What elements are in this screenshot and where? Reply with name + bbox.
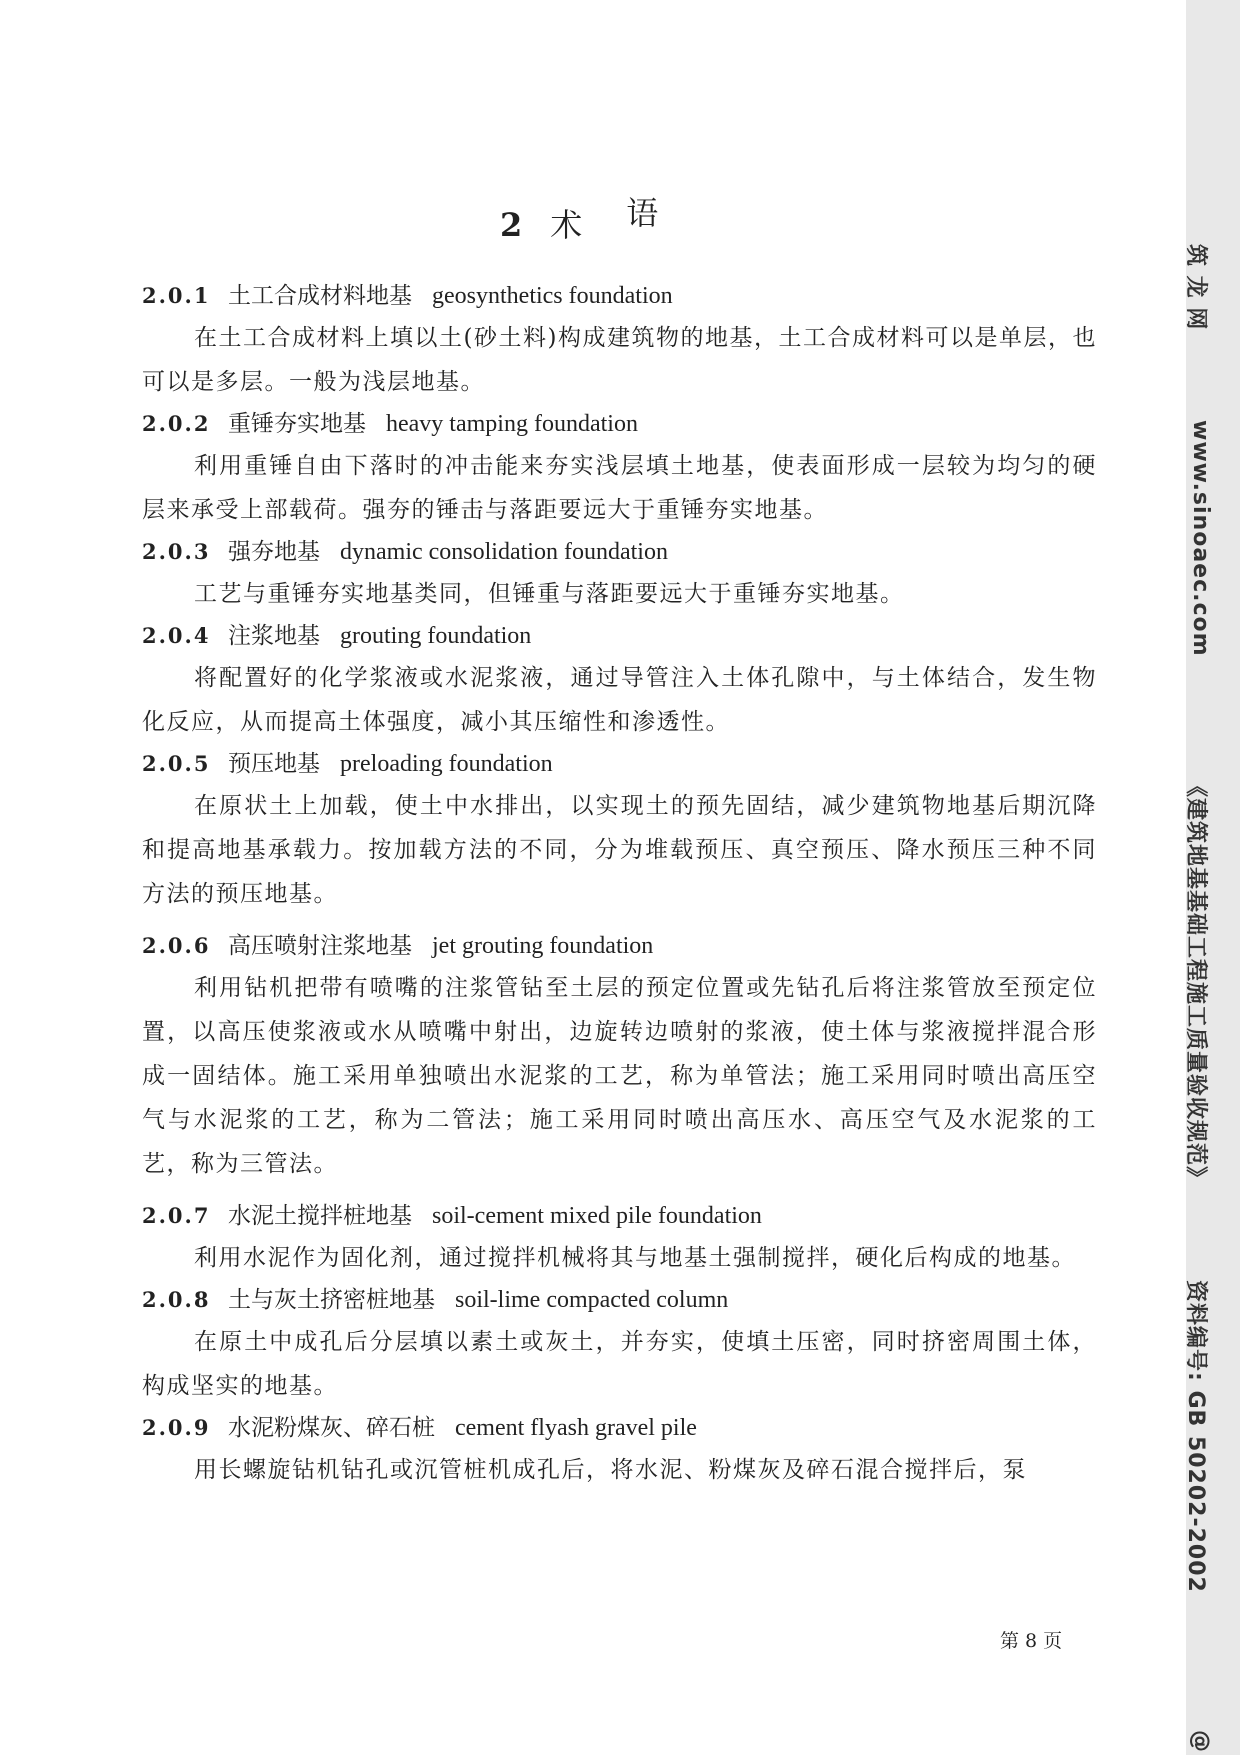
term-english: dynamic consolidation foundation: [340, 539, 668, 565]
term-number: 2.0.9: [142, 1415, 211, 1440]
term-chinese: 强夯地基: [228, 539, 320, 565]
sidebar-doc-title: 《建筑地基基础工程施工质量验收规范》: [1183, 775, 1208, 1190]
term-description: 在原土中成孔后分层填以素土或灰土，并夯实，使填土压密，同时挤密周围土体，构成坚实的地基。: [142, 1329, 1097, 1399]
term-description: 工艺与重锤夯实地基类同，但锤重与落距要远大于重锤夯实地基。: [194, 581, 905, 607]
term-heading: [142, 744, 1097, 784]
term-english: soil-lime compacted column: [455, 1287, 729, 1313]
term-description: 将配置好的化学浆液或水泥浆液，通过导管注入土体孔隙中，与土体结合，发生物化反应，从而提高土体强度，减小其压缩性和渗透性。: [142, 665, 1097, 735]
term-heading: [142, 404, 1097, 444]
term-number: 2.0.5: [142, 751, 211, 776]
sidebar-mark: @: [1188, 1730, 1213, 1753]
term-number: 2.0.8: [142, 1287, 211, 1312]
term-chinese: 土与灰土挤密桩地基: [228, 1287, 435, 1313]
sidebar-url: www.sinoaec.com: [1188, 420, 1213, 657]
term-english: preloading foundation: [340, 751, 553, 777]
term-description: 利用重锤自由下落时的冲击能来夯实浅层填土地基，使表面形成一层较为均匀的硬层来承受上部载荷。强夯的锤击与落距要远大于重锤夯实地基。: [142, 453, 1097, 523]
term-chinese: 重锤夯实地基: [228, 411, 366, 437]
term-english: cement flyash gravel pile: [455, 1415, 697, 1441]
term-english: soil-cement mixed pile foundation: [432, 1203, 762, 1229]
term-chinese: 高压喷射注浆地基: [228, 933, 412, 959]
watermark-sidebar: [1183, 0, 1240, 1755]
term-english: grouting foundation: [340, 623, 532, 649]
term-number: 2.0.1: [142, 283, 211, 308]
term-english: heavy tamping foundation: [386, 411, 638, 437]
term-number: 2.0.3: [142, 539, 211, 564]
term-english: geosynthetics foundation: [432, 283, 673, 309]
term-description: 在土工合成材料上填以土(砂土料)构成建筑物的地基，土工合成材料可以是单层，也可以是多层。一般为浅层地基。: [142, 325, 1097, 395]
page-number: 第 8 页: [1000, 1630, 1063, 1652]
chapter-number: 2: [500, 206, 525, 244]
term-heading: [142, 1408, 1097, 1448]
term-description: 利用钻机把带有喷嘴的注浆管钻至土层的预定位置或先钻孔后将注浆管放至预定位置，以高压使浆液或水从喷嘴中射出，边旋转边喷射的浆液，使土体与浆液搅拌混合形成一固结体。施工采用单独喷出水泥浆的工艺，称为单管法；施工采用同时喷出高压空气与水泥浆的工艺，称为二管法；施工采用同时喷出高压水、高压空气及水泥浆的工艺，称为三管法。: [142, 975, 1097, 1177]
term-heading: [142, 532, 1097, 572]
sidebar-site-name: 筑 龙 网: [1183, 244, 1208, 331]
term-number: 2.0.6: [142, 933, 211, 958]
term-number: 2.0.2: [142, 411, 211, 436]
term-heading: [142, 276, 1097, 316]
term-description: 在原状土上加载，使土中水排出，以实现土的预先固结，减少建筑物地基后期沉降和提高地基承载力。按加载方法的不同，分为堆载预压、真空预压、降水预压三种不同方法的预压地基。: [142, 793, 1097, 907]
term-heading: [142, 926, 1097, 966]
term-chinese: 注浆地基: [228, 623, 320, 649]
terms-list: [142, 276, 1097, 1492]
term-chinese: 水泥土搅拌桩地基: [228, 1203, 412, 1229]
term-number: 2.0.7: [142, 1203, 211, 1228]
term-number: 2.0.4: [142, 623, 211, 648]
term-heading: [142, 616, 1097, 656]
term-chinese: 土工合成材料地基: [228, 283, 412, 309]
term-description: 利用水泥作为固化剂，通过搅拌机械将其与地基土强制搅拌，硬化后构成的地基。: [194, 1245, 1076, 1271]
term-heading: [142, 1280, 1097, 1320]
chapter-title-char-2: 语: [626, 194, 661, 232]
term-english: jet grouting foundation: [432, 933, 654, 959]
term-chinese: 预压地基: [228, 751, 320, 777]
term-chinese: 水泥粉煤灰、碎石桩: [228, 1415, 435, 1441]
sidebar-doc-number: 资料编号: GB 50202-2002: [1183, 1280, 1208, 1593]
chapter-title: [500, 194, 661, 246]
term-heading: [142, 1196, 1097, 1236]
term-description: 用长螺旋钻机钻孔或沉管桩机成孔后，将水泥、粉煤灰及碎石混合搅拌后，泵: [194, 1457, 1027, 1483]
chapter-title-char-1: 术: [550, 206, 585, 244]
